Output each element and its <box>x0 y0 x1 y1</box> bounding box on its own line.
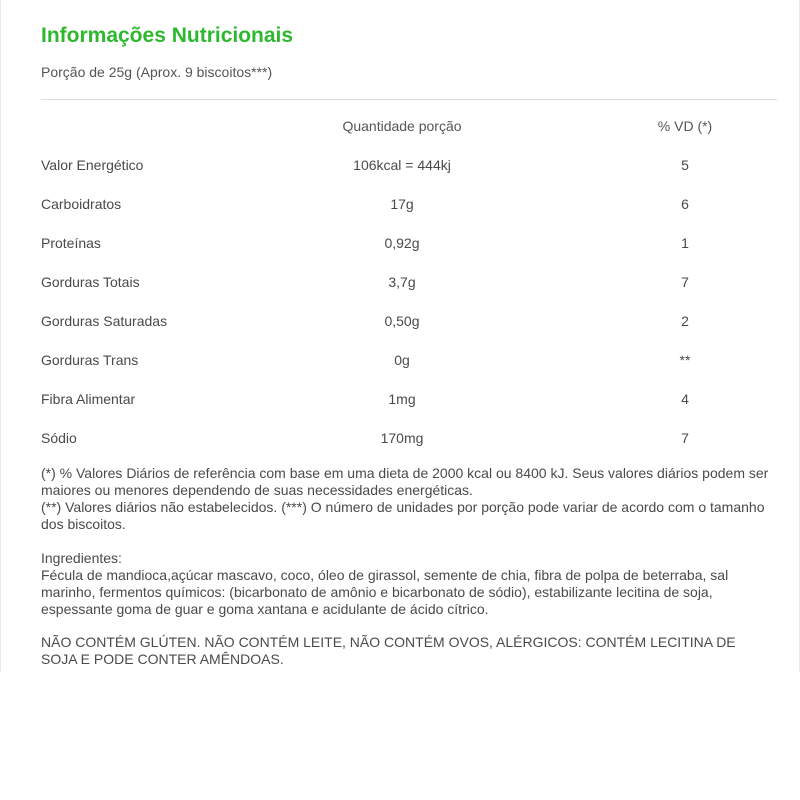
row-quantity: 17g <box>390 196 414 212</box>
allergens-notice: NÃO CONTÉM GLÚTEN. NÃO CONTÉM LEITE, NÃO CONTÉM OVOS, ALÉRGICOS: CONTÉM LECITINA DE SOJA E PODE CONTER AMÊNDOAS. <box>41 634 736 667</box>
row-vd: 1 <box>681 235 689 251</box>
table-row <box>41 186 777 225</box>
row-vd: 4 <box>681 391 689 407</box>
row-name: Sódio <box>41 430 77 446</box>
footnote-not-established: (**) Valores diários não estabelecidos. (***) O número de unidades por porção pode variar de acordo com o tamanho dos biscoitos. <box>41 499 765 532</box>
footnote-daily-values: (*) % Valores Diários de referência com base em uma dieta de 2000 kcal ou 8400 kJ. Seus valores diários podem ser maiores ou menores dependendo de suas necessidades energéticas. <box>41 465 769 498</box>
header-quantity: Quantidade porção <box>342 118 462 134</box>
table-row <box>41 342 777 381</box>
row-quantity: 0,50g <box>384 313 420 329</box>
row-vd: 2 <box>681 313 689 329</box>
table-row <box>41 225 777 264</box>
ingredients-text: Fécula de mandioca,açúcar mascavo, coco, óleo de girassol, semente de chia, fibra de polpa de beterraba, sal marinho, fermentos químicos: (bicarbonato de amônio e bicarbonato de sódio), estabilizante lecitina de soja, espessante goma de guar e goma xantana e acidulante de ácido cítrico. <box>41 567 729 617</box>
row-vd: ** <box>679 352 691 368</box>
nutrition-table <box>41 108 777 459</box>
table-row <box>41 264 777 303</box>
row-vd: 6 <box>681 196 689 212</box>
table-header-row <box>41 108 777 147</box>
row-name: Proteínas <box>41 235 101 251</box>
row-vd: 5 <box>681 157 689 173</box>
table-row <box>41 303 777 342</box>
header-vd: % VD (*) <box>657 118 713 134</box>
row-vd: 7 <box>681 430 689 446</box>
row-name: Fibra Alimentar <box>41 391 136 407</box>
table-row <box>41 381 777 420</box>
table-row <box>41 147 777 186</box>
ingredients-section <box>41 550 781 618</box>
row-quantity: 3,7g <box>388 274 416 290</box>
portion-info: Porção de 25g (Aprox. 9 biscoitos***) <box>41 64 273 80</box>
divider <box>41 99 777 100</box>
row-quantity: 0,92g <box>384 235 420 251</box>
row-quantity: 170mg <box>380 430 424 446</box>
row-name: Gorduras Saturadas <box>41 313 168 329</box>
page-title: Informações Nutricionais <box>41 24 294 47</box>
row-quantity: 0g <box>394 352 410 368</box>
table-row <box>41 420 777 459</box>
row-vd: 7 <box>681 274 689 290</box>
row-name: Valor Energético <box>41 157 144 173</box>
row-quantity: 106kcal = 444kj <box>353 157 451 173</box>
row-quantity: 1mg <box>388 391 416 407</box>
ingredients-title: Ingredientes: <box>41 550 122 566</box>
footnotes <box>41 465 781 533</box>
row-name: Gorduras Totais <box>41 274 140 290</box>
row-name: Carboidratos <box>41 196 122 212</box>
row-name: Gorduras Trans <box>41 352 139 368</box>
